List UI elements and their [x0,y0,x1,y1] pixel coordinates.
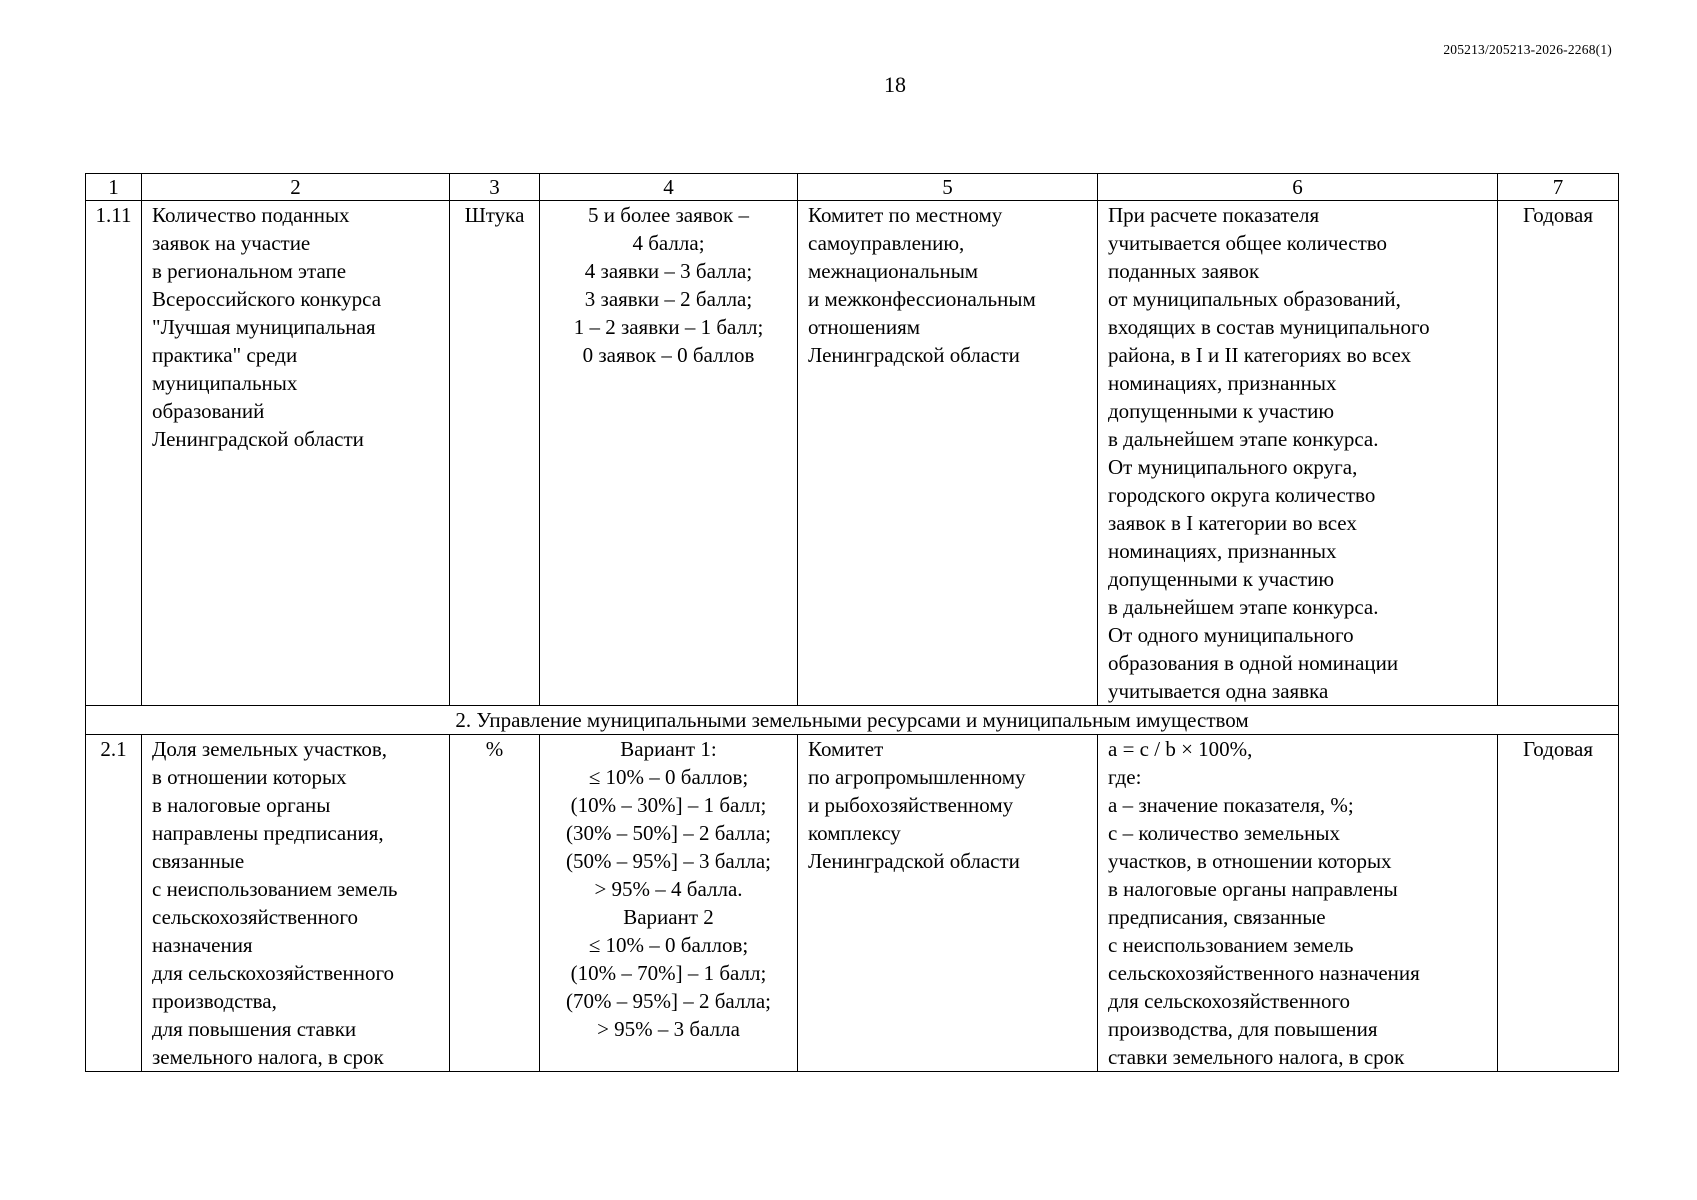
column-header-5: 5 [798,174,1098,201]
table-row-1-11 [86,201,1619,706]
scoring-criteria: Вариант 1: ≤ 10% – 0 баллов; (10% – 30%] – 1 балл; (30% – 50%] – 2 балла; (50% – 95%] – 3 балла; > 95% – 4 балла. Вариант 2 ≤ 10% – 0 баллов; (10% – 70%] – 1 балл; (70% – 95%] – 2 балла; > 95% – 3 балла [540,735,798,1072]
column-header-6: 6 [1098,174,1498,201]
section-header-row [86,706,1619,735]
unit-of-measure: Штука [450,201,540,706]
responsible-body: Комитет по местному самоуправлению, межнациональным и межконфессиональным отношениям Ленинградской области [798,201,1098,706]
responsible-body: Комитет по агропромышленному и рыбохозяйственному комплексу Ленинградской области [798,735,1098,1072]
column-header-3: 3 [450,174,540,201]
section-title: 2. Управление муниципальными земельными ресурсами и муниципальным имуществом [86,706,1619,735]
calculation-method: a = c / b × 100%, где: a – значение показателя, %; c – количество земельных участков, в отношении которых в налоговые органы направлены предписания, связанные с неиспользованием земель сельскохозяйственного назначения для сельскохозяйственного производства, для повышения ставки земельного налога, в срок [1098,735,1498,1072]
column-header-1: 1 [86,174,142,201]
indicators-table [85,173,1619,1072]
unit-of-measure: % [450,735,540,1072]
calculation-method: При расчете показателя учитывается общее количество поданных заявок от муниципальных образований, входящих в состав муниципального района, в I и II категориях во всех номинациях, признанных допущенными к участию в дальнейшем этапе конкурса. От муниципального округа, городского округа количество заявок в I категории во всех номинациях, признанных допущенными к участию в дальнейшем этапе конкурса. От одного муниципального образования в одной номинации учитывается одна заявка [1098,201,1498,706]
periodicity: Годовая [1498,201,1619,706]
page-number: 18 [884,72,906,97]
column-header-row [86,174,1619,201]
document-id: 205213/205213-2026-2268(1) [1443,42,1612,57]
table-row-2-1 [86,735,1619,1072]
scoring-criteria: 5 и более заявок – 4 балла; 4 заявки – 3 балла; 3 заявки – 2 балла; 1 – 2 заявки – 1 балл; 0 заявок – 0 баллов [540,201,798,706]
column-header-7: 7 [1498,174,1619,201]
row-number: 1.11 [86,201,142,706]
column-header-4: 4 [540,174,798,201]
periodicity: Годовая [1498,735,1619,1072]
indicator-name: Доля земельных участков, в отношении которых в налоговые органы направлены предписания, связанные с неиспользованием земель сельскохозяйственного назначения для сельскохозяйственного производства, для повышения ставки земельного налога, в срок [142,735,450,1072]
row-number: 2.1 [86,735,142,1072]
indicator-name: Количество поданных заявок на участие в региональном этапе Всероссийского конкурса "Лучшая муниципальная практика" среди муниципальных образований Ленинградской области [142,201,450,706]
column-header-2: 2 [142,174,450,201]
